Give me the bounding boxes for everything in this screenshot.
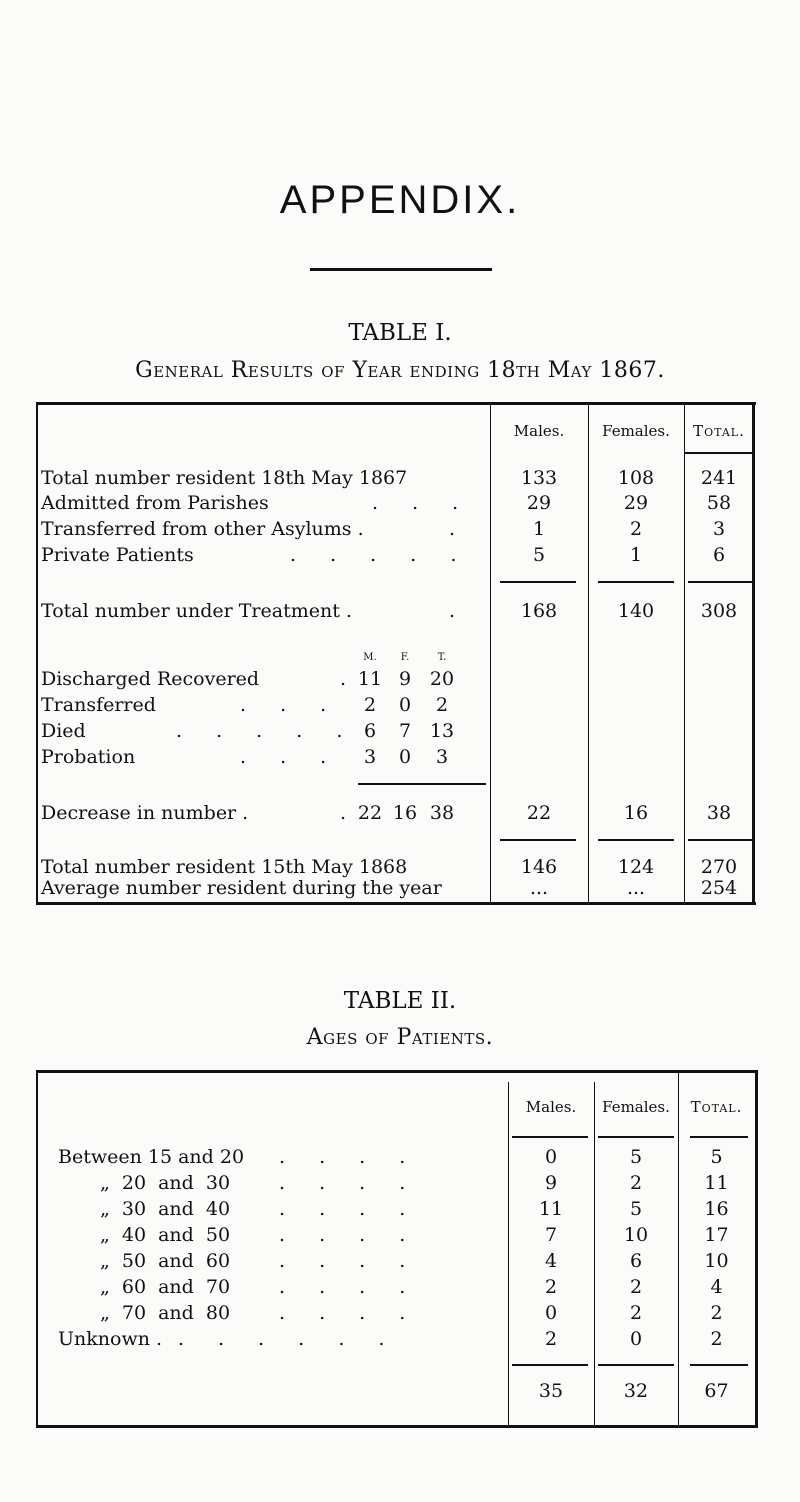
t1-average-females: ... (626, 877, 646, 899)
rule (598, 581, 674, 583)
leader-dots: . . . (240, 694, 341, 716)
t2-row-females: 5 (629, 1198, 643, 1220)
rule (512, 1136, 588, 1138)
t2-row-males: 2 (544, 1328, 558, 1350)
t2-row-total: 5 (710, 1146, 723, 1168)
t2-row-females: 6 (629, 1250, 643, 1272)
rule (690, 1136, 748, 1138)
t1-decrease-f: 0 (398, 694, 412, 716)
leader-dots: . (340, 668, 347, 690)
t1-bottom-border (36, 902, 756, 905)
t1-decrease-f: 0 (398, 746, 412, 768)
t2-header-females: Females. (602, 1098, 670, 1116)
leader-dots: . . . (240, 746, 341, 768)
leader-dots: . . . . (279, 1172, 420, 1194)
t1-header-males: Males. (513, 422, 565, 440)
t1-row-females: 1 (629, 544, 643, 566)
rule (358, 783, 486, 785)
t1-decrease-f: 7 (398, 720, 412, 742)
appendix-heading: APPENDIX. (279, 178, 521, 222)
t2-row-males: 2 (544, 1276, 558, 1298)
t1-decrease-m: 6 (363, 720, 377, 742)
leader-dots: . (449, 518, 456, 540)
t1-row-total: 241 (700, 467, 738, 489)
t2-header-total: Total. (690, 1098, 743, 1116)
t1-left-border (36, 402, 38, 905)
t2-row-males: 4 (544, 1250, 558, 1272)
t2-row-males: 0 (544, 1146, 558, 1168)
t1-row-males: 29 (526, 492, 552, 514)
t1-end-total: 270 (700, 856, 738, 878)
t1-row-males: 133 (520, 467, 558, 489)
t1-row-total: 3 (712, 518, 726, 540)
t2-row-label: Unknown . (58, 1328, 163, 1350)
t1-decrease-t: 20 (429, 668, 455, 690)
rule (500, 581, 576, 583)
t1-row-total: 58 (706, 492, 732, 514)
t2-top-border (36, 1070, 758, 1073)
leader-dots: . . . . (279, 1276, 420, 1298)
t1-decrease-label: Died (41, 720, 86, 742)
t2-row-females: 2 (629, 1302, 643, 1324)
t1-row-females: 29 (623, 492, 649, 514)
t1-treatment-label: Total number under Treatment . (41, 600, 352, 622)
rule (512, 1364, 588, 1366)
t1-end-females: 124 (617, 856, 655, 878)
leader-dots: . . . (372, 492, 473, 514)
t2-row-label: „ 30 and 40 (100, 1198, 231, 1220)
t1-decrease-males: 22 (526, 802, 552, 824)
t1-decrease-m: 11 (357, 668, 383, 690)
t1-subheader-t: T. (437, 652, 447, 663)
t2-col-divider-3 (678, 1070, 679, 1425)
t1-treatment-total: 308 (700, 600, 738, 622)
t2-row-label: „ 50 and 60 (100, 1250, 231, 1272)
rule (500, 839, 576, 841)
t1-decrease-m: 3 (363, 746, 377, 768)
t1-decrease-females: 16 (623, 802, 649, 824)
t1-decrease-sum-t: 38 (429, 802, 455, 824)
t2-row-total: 2 (710, 1328, 723, 1350)
t1-row-males: 5 (532, 544, 546, 566)
t1-decrease-sum-f: 16 (392, 802, 418, 824)
leader-dots: . . . . (279, 1250, 420, 1272)
leader-dots: . . . . (279, 1302, 420, 1324)
t2-row-males: 0 (544, 1302, 558, 1324)
leader-dots: . . . . . . (178, 1328, 399, 1350)
rule (690, 1364, 748, 1366)
t1-subheader-m: M. (363, 652, 377, 663)
t2-row-total: 11 (704, 1172, 729, 1194)
t2-row-label: „ 70 and 80 (100, 1302, 231, 1324)
leader-dots: . . . . (279, 1198, 420, 1220)
rule (688, 581, 752, 583)
t2-row-females: 5 (629, 1146, 643, 1168)
t1-decrease-f: 9 (398, 668, 412, 690)
t1-end-males: 146 (520, 856, 558, 878)
leader-dots: . (449, 600, 456, 622)
t2-row-males: 11 (538, 1198, 564, 1220)
t1-header-females: Females. (602, 422, 670, 440)
table2-title: TABLE II. (343, 988, 457, 1014)
t2-total-males: 35 (538, 1380, 564, 1402)
t2-row-total: 4 (710, 1276, 723, 1298)
t1-decrease-t: 13 (429, 720, 455, 742)
t2-row-total: 17 (704, 1224, 729, 1246)
leader-dots: . (340, 802, 347, 824)
t2-row-females: 0 (629, 1328, 643, 1350)
t1-decrease-t: 2 (435, 694, 449, 716)
t1-row-females: 108 (617, 467, 655, 489)
t2-row-label: „ 20 and 30 (100, 1172, 231, 1194)
t2-header-males: Males. (525, 1098, 577, 1116)
t1-decrease-label: Discharged Recovered (41, 668, 260, 690)
t1-decrease-total: 38 (706, 802, 732, 824)
rule (598, 1364, 674, 1366)
t2-left-border (36, 1070, 38, 1428)
t2-row-females: 2 (629, 1276, 643, 1298)
table1-subtitle: General Results of Year ending 18th May 1867. (135, 358, 665, 383)
t1-header-rule (684, 452, 754, 454)
t1-decrease-m: 2 (363, 694, 377, 716)
table1-title: TABLE I. (348, 320, 452, 346)
t2-row-total: 10 (704, 1250, 729, 1272)
t1-decrease-label: Probation (41, 746, 136, 768)
t1-row-females: 2 (629, 518, 643, 540)
t2-bottom-border (36, 1425, 758, 1428)
t1-treatment-males: 168 (520, 600, 558, 622)
t2-right-border (755, 1070, 758, 1428)
t1-row-label: Transferred from other Asylums . (41, 518, 364, 540)
t1-decrease-total-label: Decrease in number . (41, 802, 249, 824)
heading-rule (310, 268, 492, 271)
t1-row-label: Admitted from Parishes (41, 492, 269, 514)
t1-top-border (36, 402, 756, 405)
t1-row-label: Private Patients (41, 544, 194, 566)
t2-total-females: 32 (623, 1380, 649, 1402)
t1-header-total: Total. (693, 422, 745, 440)
rule (688, 839, 752, 841)
table2-subtitle: Ages of Patients. (306, 1025, 494, 1050)
t1-decrease-t: 3 (435, 746, 449, 768)
t1-treatment-females: 140 (617, 600, 655, 622)
t1-decrease-sum-m: 22 (357, 802, 383, 824)
t2-total-total: 67 (704, 1380, 729, 1402)
rule (598, 1136, 674, 1138)
t2-row-total: 2 (710, 1302, 723, 1324)
t2-row-males: 9 (544, 1172, 558, 1194)
leader-dots: . . . . (279, 1224, 420, 1246)
leader-dots: . . . . . (290, 544, 471, 566)
t2-row-label: „ 60 and 70 (100, 1276, 231, 1298)
t1-row-males: 1 (532, 518, 546, 540)
t1-row-total: 6 (712, 544, 726, 566)
t1-subheader-f: F. (400, 652, 410, 663)
t1-average-label: Average number resident during the year (41, 877, 442, 899)
t1-average-total: 254 (700, 877, 738, 899)
t2-row-males: 7 (544, 1224, 558, 1246)
t2-row-total: 16 (704, 1198, 729, 1220)
leader-dots: . . . . . (176, 720, 357, 742)
rule (598, 839, 674, 841)
leader-dots: . . . . (279, 1146, 420, 1168)
t1-decrease-label: Transferred (41, 694, 156, 716)
t2-row-label: „ 40 and 50 (100, 1224, 231, 1246)
t2-row-label: Between 15 and 20 (58, 1146, 245, 1168)
t1-row-label: Total number resident 18th May 1867 (41, 467, 408, 489)
t1-average-males: ... (529, 877, 549, 899)
t2-row-females: 2 (629, 1172, 643, 1194)
t2-row-females: 10 (623, 1224, 649, 1246)
t1-end-label: Total number resident 15th May 1868 (41, 856, 408, 878)
